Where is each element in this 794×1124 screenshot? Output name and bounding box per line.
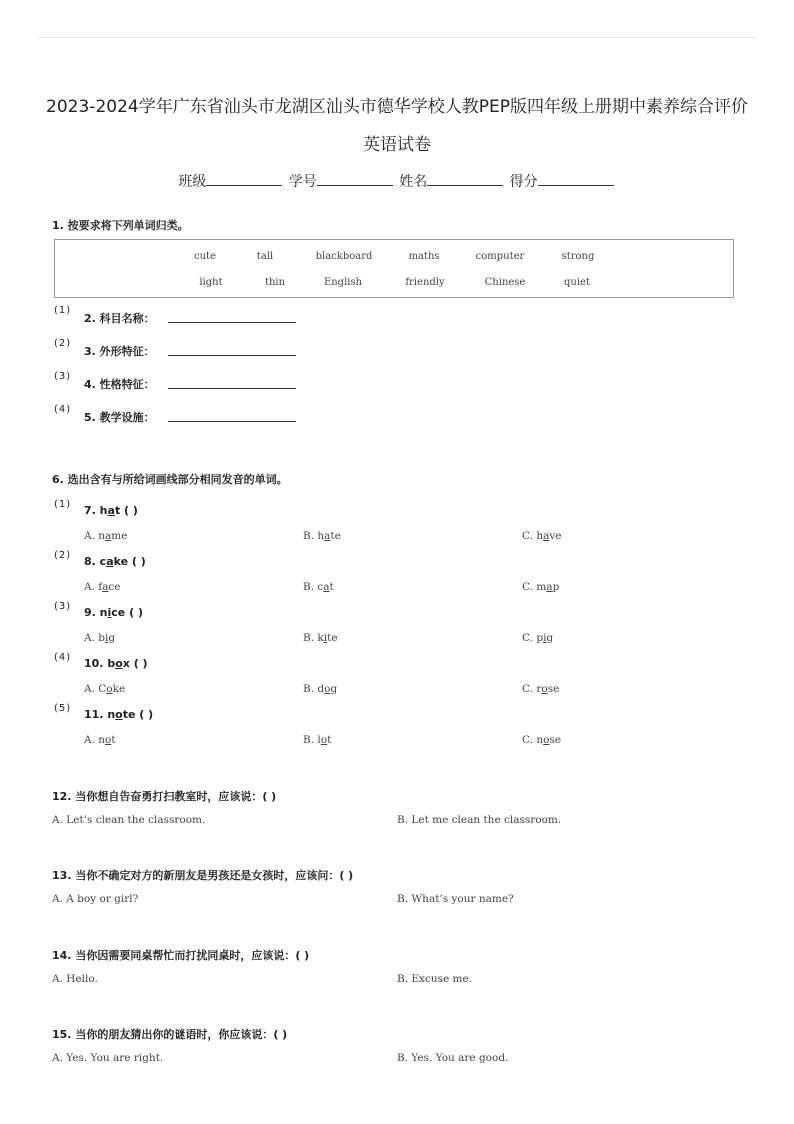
word-bank-word: friendly bbox=[405, 277, 445, 288]
name-label: 姓名 bbox=[399, 174, 428, 190]
sub-number: (2) bbox=[54, 550, 72, 561]
score-label: 得分 bbox=[509, 174, 538, 190]
option-b[interactable]: B. hate bbox=[303, 530, 341, 542]
word-bank-word: tall bbox=[256, 251, 274, 262]
phonics-question: 9. nice ( ) bbox=[84, 606, 143, 619]
option-a[interactable]: A. Hello. bbox=[52, 973, 98, 985]
answer-line-personality[interactable] bbox=[168, 388, 296, 389]
option-a[interactable]: A. Yes. You are right. bbox=[52, 1052, 164, 1064]
sub-number: (1) bbox=[54, 499, 72, 510]
sub-number: (4) bbox=[54, 404, 72, 415]
answer-line-subjects[interactable] bbox=[168, 322, 296, 323]
option-b[interactable]: B. kite bbox=[303, 632, 338, 644]
student-info-line bbox=[0, 171, 794, 191]
option-c[interactable]: C. pig bbox=[522, 632, 554, 644]
word-bank-word: blackboard bbox=[315, 251, 373, 262]
class-label: 班级 bbox=[178, 174, 207, 190]
option-c[interactable]: C. nose bbox=[522, 734, 562, 746]
exam-subtitle: 英语试卷 bbox=[363, 135, 431, 155]
option-b[interactable]: B. Let me clean the classroom. bbox=[397, 814, 562, 826]
option-a[interactable]: A. Coke bbox=[84, 683, 126, 695]
word-bank-word: thin bbox=[264, 277, 286, 288]
option-b[interactable]: B. lot bbox=[303, 734, 332, 746]
option-a[interactable]: A. A boy or girl? bbox=[52, 893, 139, 905]
q6-title: 6. 选出含有与所给词画线部分相同发音的单词。 bbox=[52, 473, 288, 486]
word-bank-word: maths bbox=[408, 251, 440, 262]
option-c[interactable]: C. map bbox=[522, 581, 560, 593]
phonics-question: 11. note ( ) bbox=[84, 708, 154, 721]
sub-number: (4) bbox=[54, 652, 72, 663]
question-title: 14. 当你因需要同桌帮忙而打扰同桌时，应该说：( ) bbox=[52, 949, 310, 962]
sub-number: (3) bbox=[54, 601, 72, 612]
option-b[interactable]: B. What’s your name? bbox=[397, 893, 514, 905]
q1-title: 1. 按要求将下列单词归类。 bbox=[52, 219, 189, 232]
student-id-label: 学号 bbox=[288, 174, 317, 190]
word-bank-word: Chinese bbox=[484, 277, 526, 288]
option-b[interactable]: B. dog bbox=[303, 683, 338, 695]
answer-line-appearance[interactable] bbox=[168, 355, 296, 356]
option-a[interactable]: A. face bbox=[84, 581, 121, 593]
question-title: 13. 当你不确定对方的新朋友是男孩还是女孩时，应该问：( ) bbox=[52, 869, 354, 882]
option-b[interactable]: B. Excuse me. bbox=[397, 973, 473, 985]
category-label-facilities: 5. 教学设施： bbox=[84, 411, 155, 424]
option-b[interactable]: B. cat bbox=[303, 581, 334, 593]
category-label-subjects: 2. 科目名称： bbox=[84, 312, 155, 325]
sub-number: (5) bbox=[54, 703, 72, 714]
option-b[interactable]: B. Yes. You are good. bbox=[397, 1052, 509, 1064]
student-id-field[interactable] bbox=[317, 171, 393, 186]
exam-title: 2023-2024学年广东省汕头市龙湖区汕头市德华学校人教PEP版四年级上册期中素养综合评价 bbox=[46, 97, 748, 117]
phonics-question: 7. hat ( ) bbox=[84, 504, 138, 517]
category-label-appearance: 3. 外形特征： bbox=[84, 345, 155, 358]
word-bank-word: light bbox=[199, 277, 223, 288]
option-a[interactable]: A. name bbox=[84, 530, 128, 542]
answer-line-facilities[interactable] bbox=[168, 421, 296, 422]
option-c[interactable]: C. rose bbox=[522, 683, 560, 695]
word-bank-word: English bbox=[323, 277, 363, 288]
option-c[interactable]: C. have bbox=[522, 530, 562, 542]
word-bank-word: quiet bbox=[564, 277, 590, 288]
phonics-question: 10. box ( ) bbox=[84, 657, 148, 670]
phonics-question: 8. cake ( ) bbox=[84, 555, 146, 568]
question-title: 12. 当你想自告奋勇打扫教室时，应该说：( ) bbox=[52, 790, 277, 803]
option-a[interactable]: A. big bbox=[84, 632, 116, 644]
top-divider bbox=[36, 37, 758, 38]
option-a[interactable]: A. not bbox=[84, 734, 116, 746]
question-title: 15. 当你的朋友猜出你的谜语时，你应该说：( ) bbox=[52, 1028, 288, 1041]
word-bank-word: strong bbox=[561, 251, 595, 262]
word-bank-word: cute bbox=[194, 251, 216, 262]
word-bank-word: computer bbox=[475, 251, 525, 262]
category-label-personality: 4. 性格特征： bbox=[84, 378, 155, 391]
word-bank-box bbox=[54, 239, 734, 298]
sub-number: (1) bbox=[54, 305, 72, 316]
sub-number: (3) bbox=[54, 371, 72, 382]
name-field[interactable] bbox=[427, 171, 503, 186]
option-a[interactable]: A. Let’s clean the classroom. bbox=[52, 814, 206, 826]
score-field[interactable] bbox=[538, 171, 614, 186]
class-field[interactable] bbox=[206, 171, 282, 186]
sub-number: (2) bbox=[54, 338, 72, 349]
